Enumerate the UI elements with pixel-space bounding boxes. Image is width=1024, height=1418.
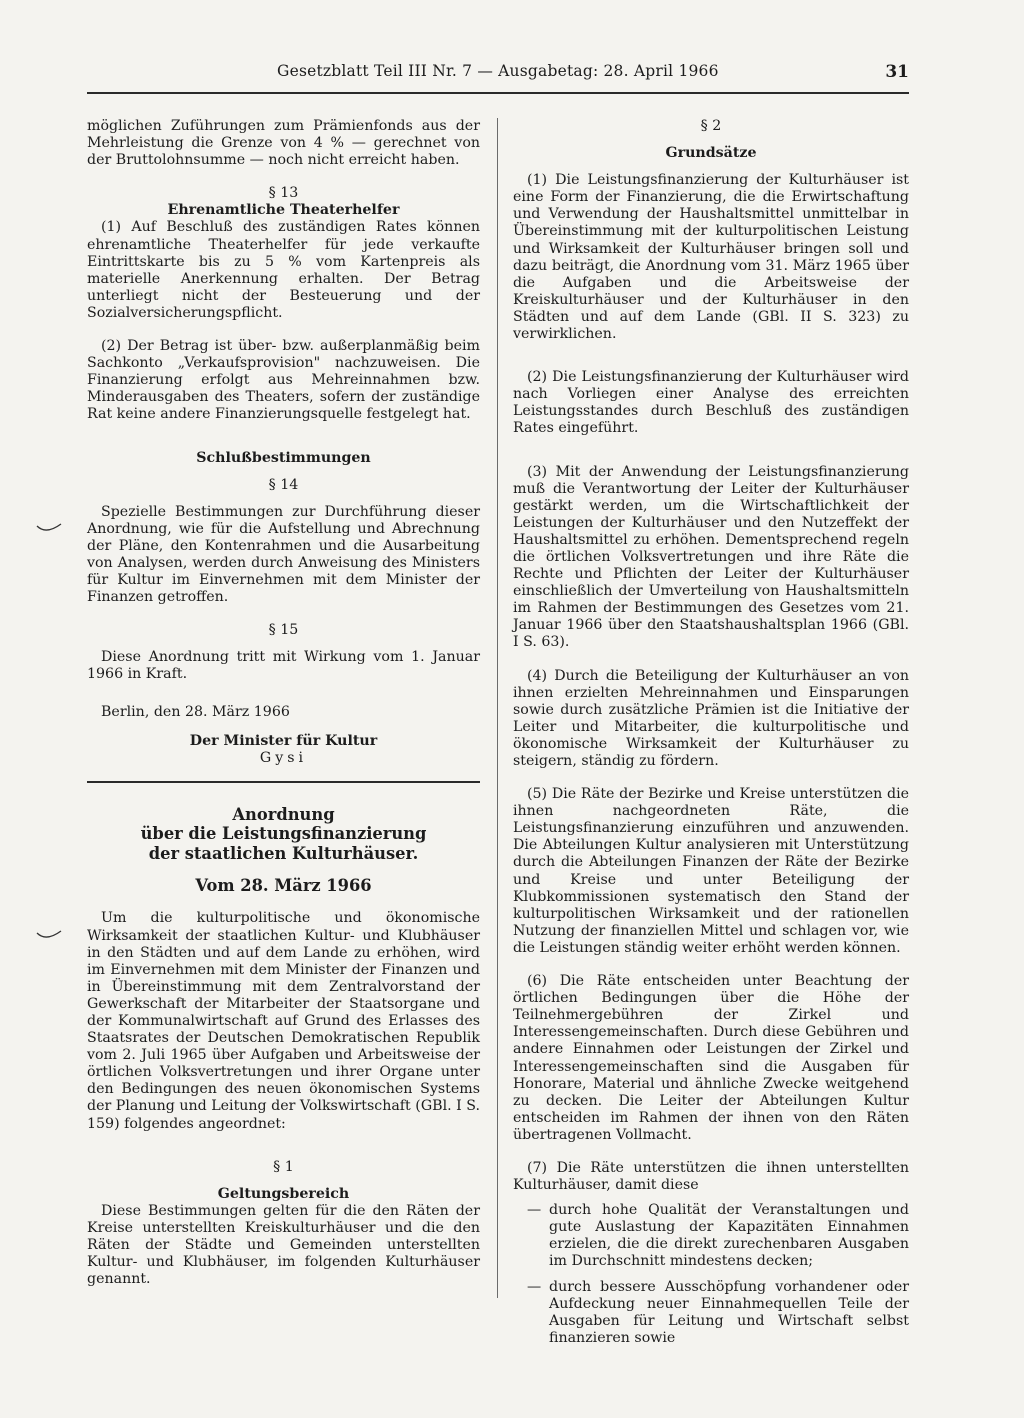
section-2-paragraph-2: (2) Die Leistungsfinanzierung der Kulturhäuser wird nach Vorliegen einer Analyse des erreichten Leistungsstandes durch Beschluß des zuständigen Rates eingeführt.: [513, 369, 909, 437]
section-13-title: Ehrenamtliche Theaterhelfer: [167, 202, 400, 219]
ordinance-title-line-1: Anordnung: [232, 804, 335, 824]
list-dash: —: [527, 1278, 542, 1295]
ordinance-title-line-2: über die Leistungsfinanzierung: [140, 824, 427, 844]
list-item-text: durch bessere Ausschöpfung vorhandener oder Aufdeckung neuer Einnahmequellen Teile der Ausgaben für Leitung und Wirtschaft selbst finanzieren sowie: [549, 1278, 909, 1346]
final-provisions-heading: Schlußbestimmungen: [196, 449, 371, 466]
section-15-text: Diese Anordnung tritt mit Wirkung vom 1. Januar 1966 in Kraft.: [87, 649, 480, 683]
column-divider: [497, 118, 498, 1298]
right-column: [513, 118, 909, 1355]
section-1-text: Diese Bestimmungen gelten für die den Räten der Kreise unterstellten Kreiskulturhäuser und die den Räten der Städte und Gemeinden unterstellten Kultur- und Klubhäuser, im folgenden Kulturhäuser genannt.: [87, 1202, 480, 1288]
list-dash: —: [527, 1202, 542, 1219]
section-14-number: § 14: [268, 476, 299, 493]
document-separator-rule: [87, 781, 480, 783]
list-item-text: durch hohe Qualität der Veranstaltungen und gute Auslastung der Kapazitäten Einnahmen erzielen, die die direkt zurechenbaren Ausgaben im Durchschnitt mindestens decken;: [549, 1202, 909, 1270]
section-2-paragraph-5: (5) Die Räte der Bezirke und Kreise unterstützen die ihnen nachgeordneten Räte, die Leistungsfinanzierung einzuführen und anzuwenden. Die Abteilungen Kultur analysieren mit Unterstützung durch die Abteilungen Finanzen der Räte der Bezirke und Kreise und unter Beteiligung der Klubkommissionen systematisch den Stand der kulturpolitischen Wirksamkeit und der rationellen Nutzung der finanziellen Mittel und schlagen vor, wie die Leistungen ständig weiter erhöht werden können.: [513, 786, 909, 956]
section-2-paragraph-6: (6) Die Räte entscheiden unter Beachtung der örtlichen Bedingungen über die Höhe der Teilnehmergebühren der Zirkel und Interessengemeinschaften. Durch diese Gebühren und andere Einnahmen oder Leistungen der Zirkel und Interessengemeinschaften sind die Ausgaben für Honorare, Material und ähnliche Zwecke weitgehend zu decken. Die Leiter der Abteilungen Kultur entscheiden im Rahmen der ihnen von den Räten übertragenen Vollmacht.: [513, 973, 909, 1143]
list-item: [513, 1202, 909, 1270]
signature-name: Gysi: [259, 749, 308, 766]
ordinance-date: Vom 28. März 1966: [195, 876, 372, 896]
section-13-paragraph-1: (1) Auf Beschluß des zuständigen Rates können ehrenamtliche Theaterhelfer für jede verkaufte Eintrittskarte bis zu 5 % vom Kartenpreis als materielle Anerkennung erhalten. Der Betrag unterliegt nicht der Besteuerung und der Sozialversicherungspflicht.: [87, 219, 480, 321]
place-and-date: Berlin, den 28. März 1966: [101, 703, 290, 720]
section-13-number: § 13: [268, 185, 299, 202]
section-2-paragraph-1: (1) Die Leistungsfinanzierung der Kulturhäuser ist eine Form der Finanzierung, die die Erwirtschaftung und Verwendung der Haushaltsmittel unmittelbar in Übereinstimmung mit der kulturpolitischen Leistung und Wirksamkeit der Kulturhäuser bringen soll und dazu beiträgt, die Anordnung vom 31. März 1965 über die Aufgaben und die Arbeitsweise der Kreiskulturhäuser und der Kulturhäuser in den Städten und auf dem Lande (GBl. II S. 323) zu verwirklichen.: [513, 172, 909, 343]
section-1-number: § 1: [273, 1158, 294, 1175]
signature-title: Der Minister für Kultur: [189, 732, 378, 749]
margin-pencil-mark: [36, 523, 62, 535]
list-item: [513, 1279, 909, 1347]
ordinance-title-line-3: der staatlichen Kulturhäuser.: [148, 843, 419, 863]
header-rule: [87, 92, 909, 94]
measures-list: [513, 1202, 909, 1347]
section-15-number: § 15: [268, 622, 299, 639]
page-header: [87, 62, 909, 90]
page-number: 31: [885, 62, 909, 82]
section-2-number: § 2: [700, 118, 722, 134]
section-2-paragraph-7: (7) Die Räte unterstützen die ihnen unterstellten Kulturhäuser, damit diese: [513, 1159, 909, 1194]
ordinance-preamble: Um die kulturpolitische und ökonomische Wirksamkeit der staatlichen Kultur- und Klubhäuser in den Städten und auf dem Lande zu erhöhen, wird im Einvernehmen mit dem Minister der Finanzen und in Übereinstimmung mit dem Zentralvorstand der Gewerkschaft der Mitarbeiter der Staatsorgane und der Kommunalwirtschaft auf Grund des Erlasses des Staatsrates der Deutschen Demokratischen Republik vom 2. Juli 1965 über Aufgaben und Arbeitsweise der örtlichen Volksvertretungen und ihrer Organe unter den Bedingungen des neuen ökonomischen Systems der Planung und Leitung der Volkswirtschaft (GBl. I S. 159) folgendes angeordnet:: [87, 910, 480, 1132]
section-2-title: Grundsätze: [665, 145, 757, 162]
continued-paragraph: möglichen Zuführungen zum Prämienfonds aus der Mehrleistung die Grenze von 4 % — gerechnet von der Bruttolohnsumme — noch nicht erreicht haben.: [87, 118, 480, 169]
section-2-paragraph-3: (3) Mit der Anwendung der Leistungsfinanzierung muß die Verantwortung der Leiter der Kulturhäuser gestärkt werden, um die Wirtschaftlichkeit der Leistungen der Kulturhäuser und den Nutzeffekt der Haushaltsmittel zu erhöhen. Dementsprechend regeln die örtlichen Volksvertretungen und ihre Räte die Rechte und Pflichten der Leiter der Kulturhäuser einschließlich der Umverteilung von Haushaltsmitteln im Rahmen der Bestimmungen des Gesetzes vom 21. Januar 1966 über den Staatshaushaltsplan 1966 (GBl. I S. 63).: [513, 463, 909, 651]
section-2-paragraph-4: (4) Durch die Beteiligung der Kulturhäuser an von ihnen erzielten Mehreinnahmen und Einsparungen sowie durch zusätzliche Prämien ist die Initiative der Leiter und Mitarbeiter, die kulturpolitische und ökonomische Wirksamkeit der Kulturhäuser zu steigern, ständig zu fördern.: [513, 667, 909, 769]
left-column: [87, 118, 480, 1288]
gazette-header-title: Gesetzblatt Teil III Nr. 7 — Ausgabetag: 28. April 1966: [277, 62, 719, 80]
margin-pencil-mark: [36, 930, 62, 942]
section-13-paragraph-2: (2) Der Betrag ist über- bzw. außerplanmäßig beim Sachkonto „Verkaufsprovision" nachzuweisen. Die Finanzierung erfolgt aus Mehreinnahmen bzw. Minderausgaben des Theaters, sofern der zuständige Rat keine andere Finanzierungsquelle festgelegt hat.: [87, 338, 480, 423]
section-14-text: Spezielle Bestimmungen zur Durchführung dieser Anordnung, wie für die Aufstellung und Abrechnung der Pläne, den Kontenrahmen und die Ausarbeitung von Analysen, werden durch Anweisung des Ministers für Kultur im Einvernehmen mit dem Minister der Finanzen getroffen.: [87, 503, 480, 606]
section-1-title: Geltungsbereich: [217, 1185, 350, 1202]
